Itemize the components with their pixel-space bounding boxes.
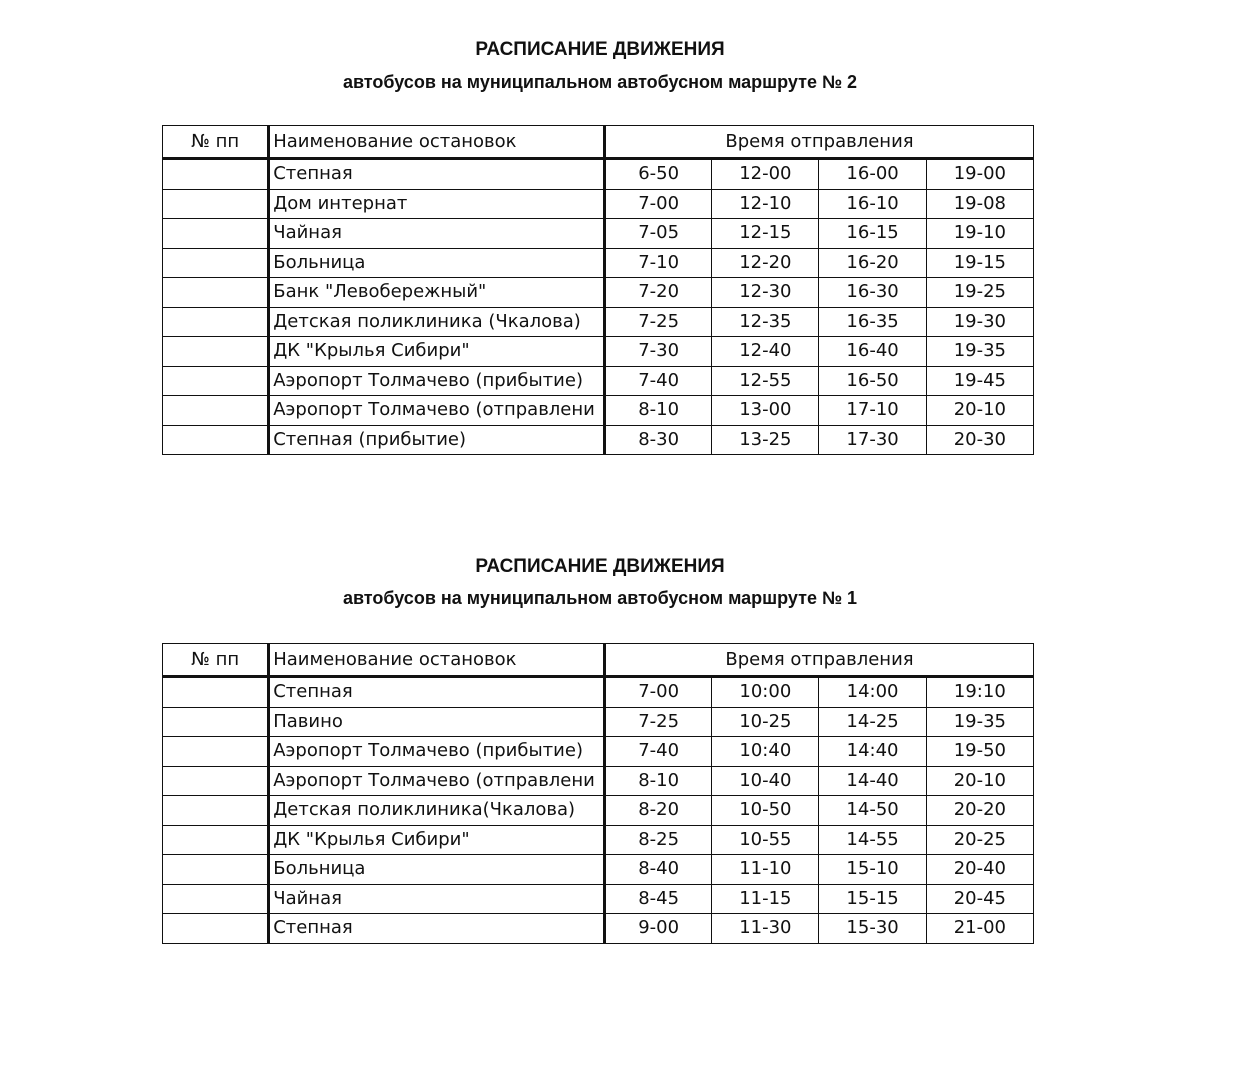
- departure-time-cell: 8-10: [605, 396, 712, 426]
- row-number-cell: [163, 825, 269, 855]
- schedule-title-route-2: РАСПИСАНИЕ ДВИЖЕНИЯ: [475, 39, 725, 60]
- departure-time-cell: 14-40: [819, 766, 926, 796]
- departure-time-cell: 15-30: [819, 914, 926, 944]
- stop-name-cell: Аэропорт Толмачево (прибытие): [269, 737, 605, 767]
- table-row: [163, 337, 1034, 367]
- departure-time-cell: 12-20: [712, 248, 819, 278]
- departure-time-cell: 7-10: [605, 248, 712, 278]
- departure-time-cell: 16-15: [819, 219, 926, 249]
- departure-time-cell: 16-00: [819, 159, 926, 190]
- departure-time-cell: 19-35: [926, 337, 1033, 367]
- row-number-cell: [163, 884, 269, 914]
- stop-name-cell: Аэропорт Толмачево (прибытие): [269, 366, 605, 396]
- row-number-cell: [163, 914, 269, 944]
- header-stop-name: Наименование остановок: [269, 644, 605, 677]
- departure-time-cell: 7-20: [605, 278, 712, 308]
- departure-time-cell: 15-10: [819, 855, 926, 885]
- departure-time-cell: 21-00: [926, 914, 1033, 944]
- table-row: [163, 366, 1034, 396]
- departure-time-cell: 10-25: [712, 707, 819, 737]
- departure-time-cell: 11-15: [712, 884, 819, 914]
- departure-time-cell: 20-40: [926, 855, 1033, 885]
- table-row: [163, 219, 1034, 249]
- departure-time-cell: 19:10: [926, 677, 1033, 708]
- departure-time-cell: 16-10: [819, 189, 926, 219]
- stop-name-cell: ДК "Крылья Сибири": [269, 337, 605, 367]
- departure-time-cell: 8-10: [605, 766, 712, 796]
- row-number-cell: [163, 425, 269, 455]
- departure-time-cell: 20-10: [926, 396, 1033, 426]
- stop-name-cell: Чайная: [269, 884, 605, 914]
- header-num: № пп: [163, 644, 269, 677]
- departure-time-cell: 7-40: [605, 737, 712, 767]
- stop-name-cell: ДК "Крылья Сибири": [269, 825, 605, 855]
- departure-time-cell: 8-40: [605, 855, 712, 885]
- departure-time-cell: 10:40: [712, 737, 819, 767]
- schedule-table-route-1: [162, 643, 1034, 944]
- table-row: [163, 707, 1034, 737]
- departure-time-cell: 7-25: [605, 707, 712, 737]
- table-row: [163, 189, 1034, 219]
- departure-time-cell: 12-40: [712, 337, 819, 367]
- row-number-cell: [163, 707, 269, 737]
- departure-time-cell: 19-08: [926, 189, 1033, 219]
- departure-time-cell: 14-50: [819, 796, 926, 826]
- table-body: [163, 677, 1034, 944]
- table-row: [163, 159, 1034, 190]
- header-departure-time: Время отправления: [605, 126, 1034, 159]
- row-number-cell: [163, 337, 269, 367]
- table-row: [163, 884, 1034, 914]
- departure-time-cell: 20-10: [926, 766, 1033, 796]
- row-number-cell: [163, 307, 269, 337]
- stop-name-cell: Банк "Левобережный": [269, 278, 605, 308]
- row-number-cell: [163, 396, 269, 426]
- departure-time-cell: 8-30: [605, 425, 712, 455]
- row-number-cell: [163, 766, 269, 796]
- row-number-cell: [163, 366, 269, 396]
- table-body: [163, 159, 1034, 455]
- row-number-cell: [163, 796, 269, 826]
- departure-time-cell: 19-00: [926, 159, 1033, 190]
- departure-time-cell: 14:00: [819, 677, 926, 708]
- departure-time-cell: 20-20: [926, 796, 1033, 826]
- stop-name-cell: Степная: [269, 159, 605, 190]
- departure-time-cell: 11-10: [712, 855, 819, 885]
- departure-time-cell: 7-00: [605, 189, 712, 219]
- departure-time-cell: 10-55: [712, 825, 819, 855]
- stop-name-cell: Степная: [269, 914, 605, 944]
- departure-time-cell: 16-30: [819, 278, 926, 308]
- table-row: [163, 425, 1034, 455]
- departure-time-cell: 16-40: [819, 337, 926, 367]
- row-number-cell: [163, 677, 269, 708]
- departure-time-cell: 12-15: [712, 219, 819, 249]
- departure-time-cell: 19-25: [926, 278, 1033, 308]
- table-row: [163, 914, 1034, 944]
- header-departure-time: Время отправления: [605, 644, 1034, 677]
- departure-time-cell: 11-30: [712, 914, 819, 944]
- table-row: [163, 737, 1034, 767]
- table-row: [163, 278, 1034, 308]
- departure-time-cell: 10-50: [712, 796, 819, 826]
- departure-time-cell: 16-20: [819, 248, 926, 278]
- table-row: [163, 825, 1034, 855]
- stop-name-cell: Аэропорт Толмачево (отправлени: [269, 396, 605, 426]
- departure-time-cell: 19-15: [926, 248, 1033, 278]
- stop-name-cell: Чайная: [269, 219, 605, 249]
- stop-name-cell: Детская поликлиника (Чкалова): [269, 307, 605, 337]
- departure-time-cell: 20-45: [926, 884, 1033, 914]
- departure-time-cell: 6-50: [605, 159, 712, 190]
- departure-time-cell: 19-30: [926, 307, 1033, 337]
- table-header-row: [163, 126, 1034, 159]
- stop-name-cell: Павино: [269, 707, 605, 737]
- departure-time-cell: 8-45: [605, 884, 712, 914]
- departure-time-cell: 12-30: [712, 278, 819, 308]
- departure-time-cell: 12-10: [712, 189, 819, 219]
- table-row: [163, 766, 1034, 796]
- departure-time-cell: 7-30: [605, 337, 712, 367]
- departure-time-cell: 15-15: [819, 884, 926, 914]
- departure-time-cell: 12-00: [712, 159, 819, 190]
- table-row: [163, 677, 1034, 708]
- stop-name-cell: Больница: [269, 855, 605, 885]
- departure-time-cell: 19-10: [926, 219, 1033, 249]
- row-number-cell: [163, 189, 269, 219]
- departure-time-cell: 10:00: [712, 677, 819, 708]
- stop-name-cell: Степная (прибытие): [269, 425, 605, 455]
- departure-time-cell: 7-40: [605, 366, 712, 396]
- departure-time-cell: 19-50: [926, 737, 1033, 767]
- schedule-title-route-1: РАСПИСАНИЕ ДВИЖЕНИЯ: [475, 556, 725, 577]
- schedule-table-route-2: [162, 125, 1034, 455]
- table-row: [163, 248, 1034, 278]
- departure-time-cell: 14-55: [819, 825, 926, 855]
- table-row: [163, 307, 1034, 337]
- row-number-cell: [163, 855, 269, 885]
- departure-time-cell: 7-05: [605, 219, 712, 249]
- table-header-row: [163, 644, 1034, 677]
- stop-name-cell: Дом интернат: [269, 189, 605, 219]
- departure-time-cell: 9-00: [605, 914, 712, 944]
- stop-name-cell: Детская поликлиника(Чкалова): [269, 796, 605, 826]
- departure-time-cell: 20-25: [926, 825, 1033, 855]
- stop-name-cell: Аэропорт Толмачево (отправлени: [269, 766, 605, 796]
- departure-time-cell: 7-00: [605, 677, 712, 708]
- departure-time-cell: 16-35: [819, 307, 926, 337]
- row-number-cell: [163, 159, 269, 190]
- header-num: № пп: [163, 126, 269, 159]
- departure-time-cell: 12-55: [712, 366, 819, 396]
- departure-time-cell: 13-00: [712, 396, 819, 426]
- departure-time-cell: 19-35: [926, 707, 1033, 737]
- departure-time-cell: 14:40: [819, 737, 926, 767]
- header-stop-name: Наименование остановок: [269, 126, 605, 159]
- stop-name-cell: Степная: [269, 677, 605, 708]
- table-row: [163, 855, 1034, 885]
- schedule-subtitle-route-1: автобусов на муниципальном автобусном маршруте № 1: [342, 588, 858, 608]
- row-number-cell: [163, 737, 269, 767]
- departure-time-cell: 20-30: [926, 425, 1033, 455]
- schedule-subtitle-route-2: автобусов на муниципальном автобусном маршруте № 2: [342, 72, 858, 92]
- row-number-cell: [163, 278, 269, 308]
- row-number-cell: [163, 219, 269, 249]
- table-row: [163, 396, 1034, 426]
- departure-time-cell: 13-25: [712, 425, 819, 455]
- departure-time-cell: 8-25: [605, 825, 712, 855]
- departure-time-cell: 8-20: [605, 796, 712, 826]
- row-number-cell: [163, 248, 269, 278]
- departure-time-cell: 17-10: [819, 396, 926, 426]
- departure-time-cell: 19-45: [926, 366, 1033, 396]
- departure-time-cell: 14-25: [819, 707, 926, 737]
- departure-time-cell: 16-50: [819, 366, 926, 396]
- stop-name-cell: Больница: [269, 248, 605, 278]
- departure-time-cell: 17-30: [819, 425, 926, 455]
- departure-time-cell: 7-25: [605, 307, 712, 337]
- departure-time-cell: 12-35: [712, 307, 819, 337]
- departure-time-cell: 10-40: [712, 766, 819, 796]
- table-row: [163, 796, 1034, 826]
